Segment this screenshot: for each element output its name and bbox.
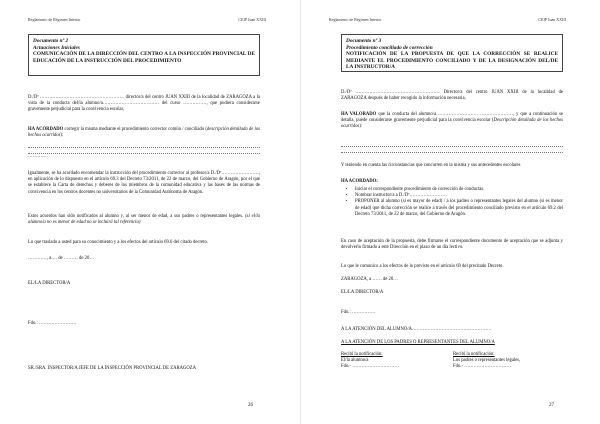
signature-line: Fdo.: …………………… (28, 321, 77, 326)
page-number: 26 (248, 403, 253, 408)
page-number: 27 (549, 403, 554, 408)
paragraph-acceptance: En caso de aceptación de la propuesta, debe firmarse el correspondiente documento de aceptación que se adjunta y devolverlo firmado a este Dirección en el plazo de un día lectivo. (341, 239, 563, 251)
dotted-line (341, 152, 563, 153)
page-header (329, 17, 566, 22)
paragraph-agreement: HA ACORDADO corregir la misma mediante el procedimiento corrector común / conciliado (descripción detallada de los hechos ocurridos): (28, 127, 260, 139)
agreement-list (341, 187, 563, 218)
attention-parents: A LA ATENCIÓN DE LOS PADRES O REPRESENTANTES DEL ALUMNO/A (341, 340, 495, 345)
paragraph-director: D./Dª ……………………………………………… director/a del centro JUAN XXIII de la localidad de ZARAGOZA a la vista de la conducta del/la alumno/a……………………………… del curso ……………, que pudiera considerarse gravemente perjudicial para la convivencia escolar, (28, 95, 260, 113)
list-item: • Iniciar el correspondiente procedimiento de corrección de conductas. (355, 187, 563, 193)
date-line: …………, a…. de ……… de 20… (28, 256, 95, 261)
director-label: EL/LA DIRECTOR/A (28, 281, 71, 286)
date-line: ZARAGOZA, a …… de 20… (341, 277, 398, 282)
paragraph-notified: Estos acuerdos han sido notificados al alumno y, al ser menor de edad, a sus padres o representantes legales. (si el/la alumno/a no es menor de edad no se incluirá tal referencia) (28, 214, 260, 226)
paragraph-assessment: HA VALORADO que la conducta del alumno/a……………………… …………………, y que a continuación se detalla, puede considerarse gravemente perjudicial para la convivencia escolar (Descripción detallada de los hechos ocurridos): (341, 112, 563, 130)
document-label: Documento nº 2 (33, 38, 69, 44)
dotted-line (28, 147, 260, 148)
addressee: SR./SRA. INSPECTOR/A JEFE DE LA INSPECCIÓN PROVINCIAL DE ZARAGOZA (28, 366, 196, 371)
director-label: EL/LA DIRECTOR/A (341, 290, 384, 295)
paragraph-instructor: Igualmente, se ha acordado encomendar la instrucción del procedimiento corrector al profesor/a D./Dª……………………, en aplicación de lo dispuesto en el artículo 69.3 del Decreto 73/2011, de 22 de marzo, del Gobierno de Aragón, por el que se establece la Carta de derechos y deberes de los miembros de la comunidad educativa y las bases de las normas de convivencia en los centros docentes no universitarios de la Comunidad Autónoma de Aragón. (28, 171, 260, 195)
document-title: NOTIFICACIÓN DE LA PROPUESTA DE QUE LA CORRECCIÓN SE REALICE MEDIANTE EL PROCEDIMIENTO CONCILIADO Y DE LA DESIGNACIÓN DEL/DE LA INSTRUCTOR/A (346, 51, 558, 71)
receipt-parents: Recibí la notificación: Los padres o representantes legales, Fdo.- ………………………… (453, 352, 521, 370)
attention-student: A LA ATENCIÓN DEL ALUMNO/A…………………………………………… (341, 327, 492, 332)
signature-line: Fdo.: …………… (341, 310, 376, 315)
document-subtitle: Actuaciones Iniciales (33, 44, 80, 51)
paragraph-communication: Lo que le comunico a los efectos de lo previsto en el artículo 69 del precitado Decreto. (341, 264, 504, 269)
right-page (300, 0, 600, 424)
document-title-box (341, 34, 563, 72)
list-item: • PROPONER al alumno (si es mayor de edad) / a los padres o representantes legales del alumno (si es menor de edad) que dicha corrección se realice a través del procedimiento conciliado previsto en el artículo 69.2 del Decreto 73/2011, de 22 de marzo, del Gobierno de Aragón. (355, 199, 563, 218)
agreed-heading: HA ACORDADO: (341, 179, 378, 184)
header-right: CEIP Juan XXIII (538, 17, 566, 22)
document-subtitle: Procedimiento conciliado de corrección (346, 44, 433, 51)
document-label: Documento nº 3 (346, 38, 382, 44)
document-title-box (28, 34, 260, 76)
list-item: • Nombrar instructor/a a D./Dª…………………… (355, 193, 563, 199)
page-header (28, 17, 266, 22)
agreement-bold: HA ACORDADO (28, 127, 64, 132)
header-left: Reglamento de Régimen Interior (28, 17, 81, 22)
header-right: CEIP Juan XXIII (238, 17, 266, 22)
document-title: COMUNICACIÓN DE LA DIRECCIÓN DEL CENTRO A LA INSPECCIÓN PROVINCIAL DE EDUCACIÓN DE LA INSTRUCCIÓN DEL PROCEDIMIENTO (33, 51, 255, 64)
dots-end: ………… (28, 154, 47, 159)
paragraph-transfer: Lo que traslado a usted para su conocimiento y a los efectos del artículo 69.6 del citado decreto. (28, 240, 209, 245)
paragraph-circumstances: Y teniendo en cuenta las circunstancias que concurren en la misma y sus antecedentes escolares (341, 163, 521, 168)
header-left: Reglamento de Régimen Interior (329, 17, 382, 22)
paragraph-director: D./Dª ……………………………………………… Director/a del centro JUAN XXIII de la localidad de ZARAGOZA después de haber recogido la información necesaria, (341, 90, 563, 102)
receipt-student: Recibí la notificación: El/la alumno/a Fdo.- ………………………… (341, 352, 400, 370)
dotted-line (341, 146, 563, 147)
